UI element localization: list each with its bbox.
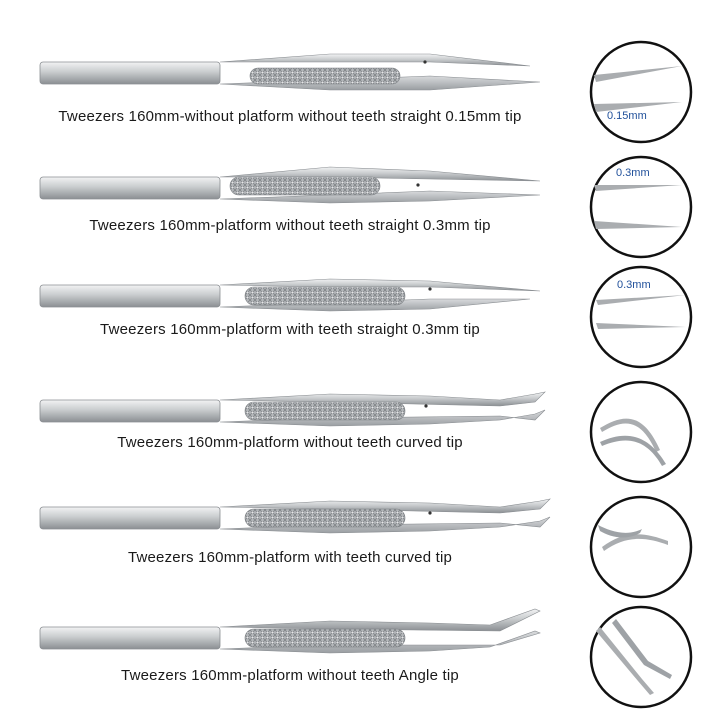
product-caption: Tweezers 160mm-without platform without teeth straight 0.15mm tip [58,108,522,125]
tweezers-image-3 [30,265,570,325]
product-row-2 [0,155,720,273]
product-caption: Tweezers 160mm-platform without teeth curved tip [117,434,463,451]
tweezers-image-4 [30,380,570,440]
tweezers-image-1 [30,40,570,100]
product-row-1 [0,40,720,158]
tip-size-label: 0.15mm [607,110,647,122]
tip-size-label: 0.3mm [616,167,650,179]
tweezers-image-6 [30,605,570,665]
tip-detail-circle [582,380,700,484]
tip-detail-circle [582,40,700,144]
product-caption: Tweezers 160mm-platform without teeth straight 0.3mm tip [89,217,491,234]
tip-detail-circle [582,605,700,709]
product-caption: Tweezers 160mm-platform with teeth straight 0.3mm tip [100,321,480,338]
product-row-6 [0,605,720,723]
product-row-3 [0,265,720,383]
product-caption: Tweezers 160mm-platform without teeth Angle tip [121,667,459,684]
tweezers-image-5 [30,495,570,555]
product-caption: Tweezers 160mm-platform with teeth curved tip [127,549,453,566]
tweezers-image-2 [30,155,570,215]
tip-detail-circle [582,495,700,599]
product-row-4 [0,380,720,498]
product-row-5 [0,495,720,613]
tip-size-label: 0.3mm [617,279,651,291]
